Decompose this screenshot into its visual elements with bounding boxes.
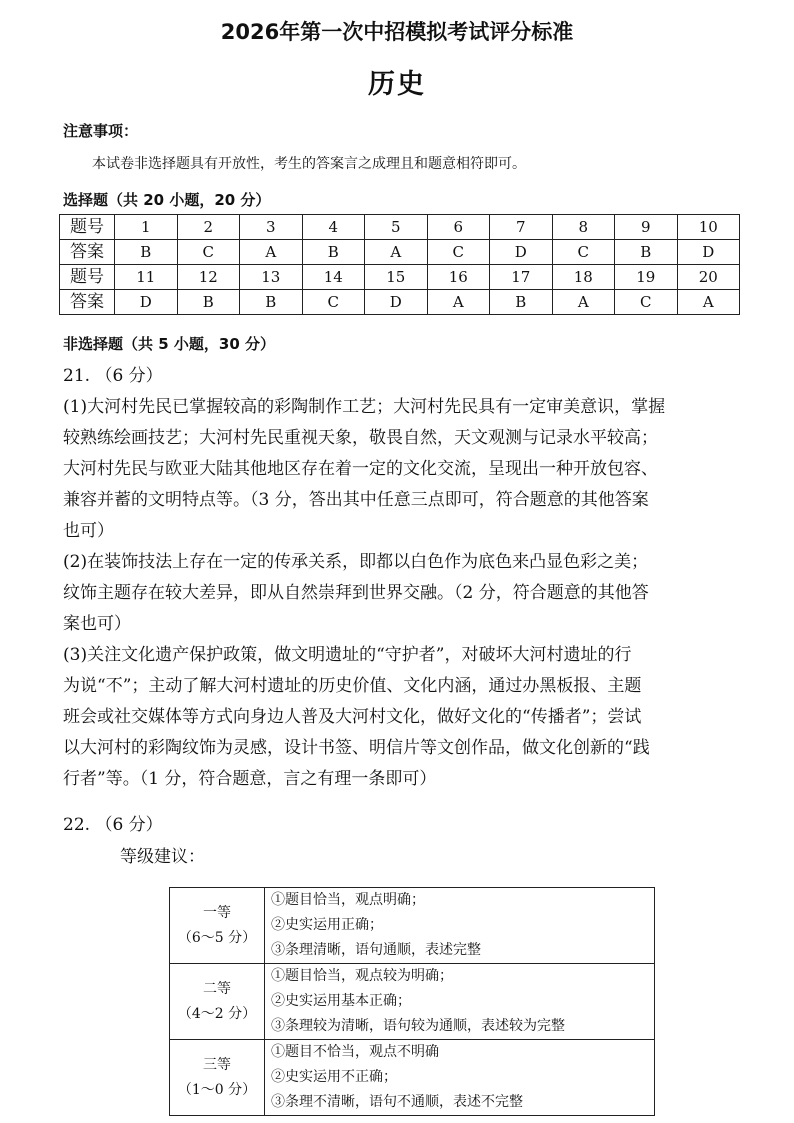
grade-cell (170, 1040, 265, 1116)
nonmc-heading: 非选择题（共 5 小题，30 分） (63, 335, 275, 353)
subject-title: 历史 (368, 69, 426, 100)
table-cell: 4 (302, 215, 365, 240)
table-cell: 13 (240, 265, 303, 290)
table-cell: 3 (240, 215, 303, 240)
criteria-cell (265, 1040, 655, 1116)
table-cell: B (302, 240, 365, 265)
table-cell: A (240, 240, 303, 265)
answer-line: 班会或社交媒体等方式向身边人普及大河村文化，做好文化的“传播者”；尝试 (63, 707, 642, 727)
answer-line: 案也可） (63, 614, 131, 634)
table-cell: A (427, 290, 490, 315)
table-cell: D (677, 240, 740, 265)
notice-text: 本试卷非选择题具有开放性，考生的答案言之成理且和题意相符即可。 (92, 156, 526, 172)
q21-answer (63, 392, 729, 795)
table-cell: 7 (490, 215, 553, 240)
criteria-cell (265, 888, 655, 964)
table-cell: D (365, 290, 428, 315)
table-cell: 12 (177, 265, 240, 290)
criterion: ③条理较为清晰，语句较为通顺，表述较为完整 (271, 1018, 565, 1034)
table-cell: A (365, 240, 428, 265)
answer-line: (3)关注文化遗产保护政策，做文明遗址的“守护者”，对破坏大河村遗址的行 (63, 645, 632, 665)
grade-range: （4～2 分） (177, 1005, 257, 1022)
grade-name: 三等 (203, 1056, 231, 1073)
table-row (170, 1040, 655, 1116)
criterion: ①题目恰当，观点较为明确； (271, 968, 453, 984)
answer-line: 行者”等。（1 分，符合题意，言之有理一条即可） (63, 769, 437, 789)
q22-subheading: 等级建议： (120, 847, 205, 867)
table-row (60, 265, 740, 290)
grade-level-table (169, 887, 655, 1116)
table-row (60, 290, 740, 315)
table-cell: 14 (302, 265, 365, 290)
grade-range: （1～0 分） (177, 1081, 257, 1098)
table-row (60, 215, 740, 240)
table-cell: 6 (427, 215, 490, 240)
table-cell: 5 (365, 215, 428, 240)
mc-answer-table (59, 214, 740, 315)
table-cell: B (115, 240, 178, 265)
grade-cell (170, 964, 265, 1040)
q21-label: 21. （6 分） (63, 366, 163, 386)
table-cell: 10 (677, 215, 740, 240)
row-label: 题号 (60, 265, 115, 290)
table-row (60, 240, 740, 265)
document-title: 2026年第一次中招模拟考试评分标准 (220, 20, 574, 44)
table-cell: 16 (427, 265, 490, 290)
row-label: 答案 (60, 240, 115, 265)
table-row (170, 888, 655, 964)
table-cell: A (552, 290, 615, 315)
row-label: 题号 (60, 215, 115, 240)
criterion: ②史实运用基本正确； (271, 993, 411, 1009)
answer-line: 为说“不”；主动了解大河村遗址的历史价值、文化内涵，通过办黑板报、主题 (63, 676, 642, 696)
table-cell: A (677, 290, 740, 315)
table-cell: 2 (177, 215, 240, 240)
table-cell: B (490, 290, 553, 315)
table-cell: D (115, 290, 178, 315)
table-cell: 8 (552, 215, 615, 240)
answer-line: 大河村先民与欧亚大陆其他地区存在着一定的文化交流，呈现出一种开放包容、 (63, 459, 658, 479)
grade-name: 二等 (203, 980, 231, 997)
table-cell: C (177, 240, 240, 265)
table-cell: 1 (115, 215, 178, 240)
table-cell: 15 (365, 265, 428, 290)
table-row (170, 964, 655, 1040)
table-cell: 9 (615, 215, 678, 240)
table-cell: 11 (115, 265, 178, 290)
table-cell: 19 (615, 265, 678, 290)
answer-line: 也可） (63, 521, 114, 541)
answer-line: 兼容并蓄的文明特点等。（3 分，答出其中任意三点即可，符合题意的其他答案 (63, 490, 649, 510)
table-cell: B (615, 240, 678, 265)
table-cell: C (552, 240, 615, 265)
mc-heading: 选择题（共 20 小题，20 分） (63, 191, 271, 209)
criterion: ①题目恰当，观点明确； (271, 892, 425, 908)
table-cell: C (302, 290, 365, 315)
answer-line: 以大河村的彩陶纹饰为灵感，设计书签、明信片等文创作品，做文化创新的“践 (63, 738, 650, 758)
criterion: ②史实运用正确； (271, 917, 383, 933)
answer-line: 较熟练绘画技艺；大河村先民重视天象，敬畏自然，天文观测与记录水平较高； (63, 428, 658, 448)
grade-name: 一等 (203, 904, 231, 921)
criterion: ③条理不清晰，语句不通顺，表述不完整 (271, 1094, 523, 1110)
table-cell: 20 (677, 265, 740, 290)
table-cell: C (615, 290, 678, 315)
q22-label: 22. （6 分） (63, 815, 163, 835)
table-cell: B (177, 290, 240, 315)
grade-cell (170, 888, 265, 964)
table-cell: 17 (490, 265, 553, 290)
answer-line: 纹饰主题存在较大差异，即从自然崇拜到世界交融。（2 分，符合题意的其他答 (63, 583, 649, 603)
table-cell: D (490, 240, 553, 265)
criterion: ③条理清晰，语句通顺，表述完整 (271, 942, 481, 958)
criteria-cell (265, 964, 655, 1040)
table-cell: C (427, 240, 490, 265)
table-cell: 18 (552, 265, 615, 290)
answer-line: (2)在装饰技法上存在一定的传承关系，即都以白色作为底色来凸显色彩之美； (63, 552, 649, 572)
answer-line: (1)大河村先民已掌握较高的彩陶制作工艺；大河村先民具有一定审美意识，掌握 (63, 397, 666, 417)
criterion: ②史实运用不正确； (271, 1069, 397, 1085)
notice-heading: 注意事项： (63, 122, 139, 140)
row-label: 答案 (60, 290, 115, 315)
table-cell: B (240, 290, 303, 315)
criterion: ①题目不恰当，观点不明确 (271, 1044, 439, 1060)
grade-range: （6～5 分） (177, 929, 257, 946)
